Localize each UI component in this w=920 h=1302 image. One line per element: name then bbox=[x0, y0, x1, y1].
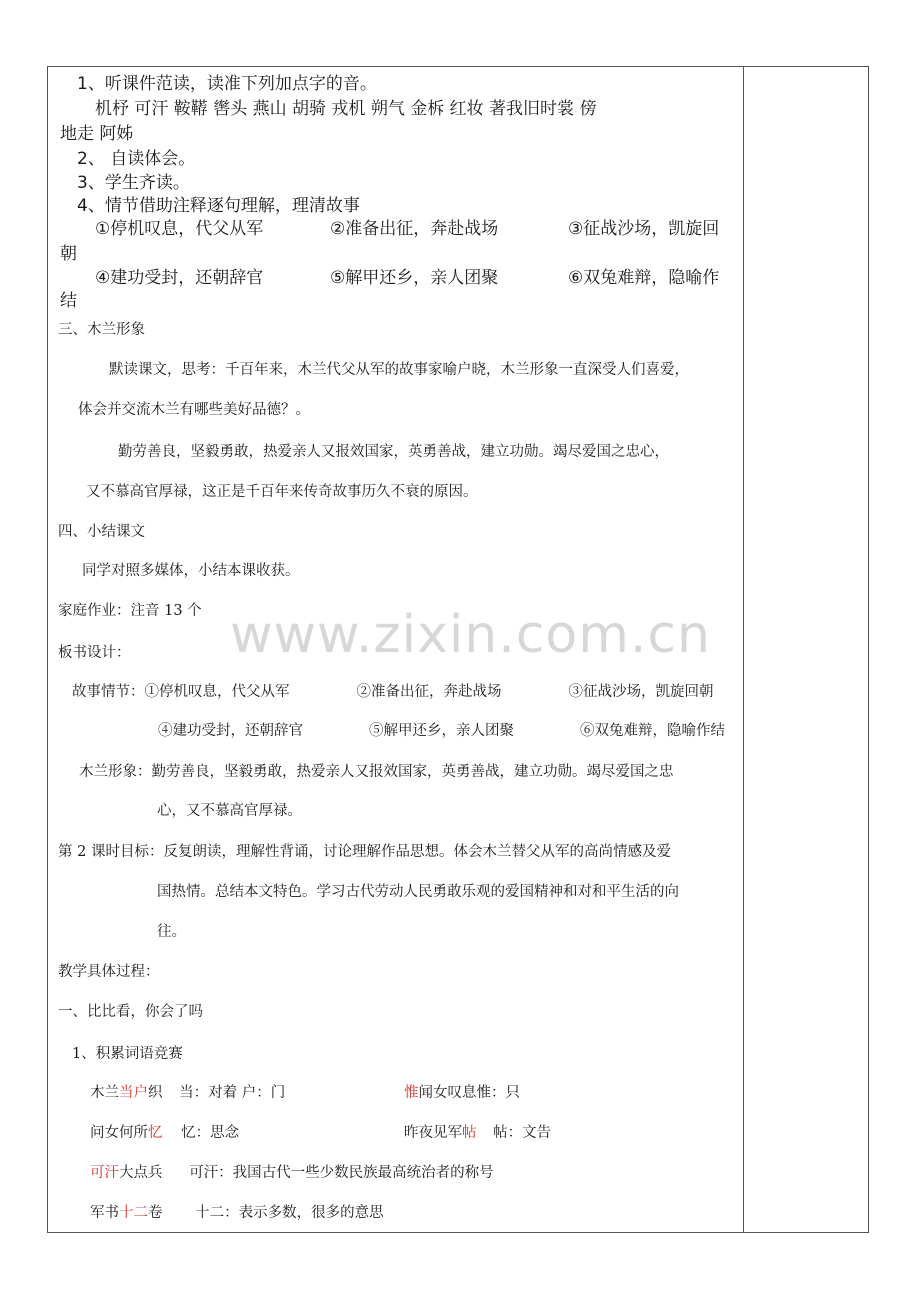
lesson2-goal-line-2: 国热情。总结本文特色。学习古代劳动人民勇敢乐观的爱国精神和对和平生活的向 bbox=[157, 884, 679, 900]
vocab-text: 卷 bbox=[148, 1205, 163, 1221]
board-plot-step-3: ③征战沙场，凯旋回朝 bbox=[568, 684, 714, 700]
vocab-highlight: 惟 bbox=[404, 1085, 419, 1101]
plot-step-2: ②准备出征，奔赴战场 bbox=[330, 219, 499, 239]
plot-step-3: ③征战沙场，凯旋回 bbox=[568, 219, 720, 239]
vocab-entry-tie bbox=[404, 1121, 551, 1142]
vocab-highlight: 十二 bbox=[119, 1205, 148, 1221]
section3-answer-line-1: 勤劳善良，坚毅勇敢，热爱亲人又报效国家，英勇善战，建立功勋。竭尽爱国之忠心， bbox=[118, 444, 669, 460]
pronunciation-words-line-1: 机杼 可汗 鞍鞯 辔头 燕山 胡骑 戎机 朔气 金柝 红妆 著我旧时裳 傍 bbox=[95, 99, 597, 119]
vocab-text: 问女何所 bbox=[90, 1125, 148, 1141]
vocab-highlight: 可汗 bbox=[90, 1165, 119, 1181]
plot-row-1 bbox=[95, 214, 719, 239]
section3-question-line-2: 体会并交流木兰有哪些美好品德？。 bbox=[78, 402, 310, 418]
vocab-entry-shier bbox=[90, 1201, 384, 1222]
section4-summary-text: 同学对照多媒体，小结本课收获。 bbox=[82, 563, 300, 579]
board-plot-row-2 bbox=[158, 719, 725, 740]
vocab-text: 木兰 bbox=[90, 1085, 119, 1101]
vocab-text: 闻女叹息惟：只 bbox=[418, 1085, 520, 1101]
vocab-highlight: 忆 bbox=[148, 1125, 163, 1141]
plot-step-6: ⑥双兔难辩，隐喻作 bbox=[568, 268, 720, 288]
section-heading-mulan-image: 三、木兰形象 bbox=[58, 322, 145, 338]
list-item-4: 4、情节借助注释逐句理解，理清故事 bbox=[77, 196, 360, 216]
board-plot-step-6: ⑥双兔难辩，隐喻作结 bbox=[580, 723, 725, 739]
process-sub-heading-1: 一、比比看，你会了吗 bbox=[58, 1004, 203, 1020]
vocab-entry-wei bbox=[404, 1081, 520, 1102]
vocab-text: 大点兵 bbox=[119, 1165, 163, 1181]
section-heading-summary: 四、小结课文 bbox=[58, 524, 145, 540]
list-item-2: 2、 自读体会。 bbox=[77, 149, 196, 169]
plot-row-2 bbox=[95, 263, 719, 288]
vocab-text: 军书 bbox=[90, 1205, 119, 1221]
vocab-entry-kehan bbox=[90, 1161, 494, 1182]
table-column-divider bbox=[743, 66, 744, 1233]
board-plot-step-1: ①停机叹息，代父从军 bbox=[144, 684, 290, 700]
section3-question-line-1: 默读课文，思考：千百年来，木兰代父从军的故事家喻户晓，木兰形象一直深受人们喜爱， bbox=[109, 362, 689, 378]
plot-row-2-tail: 结 bbox=[60, 291, 77, 311]
board-plot-step-2: ②准备出征，奔赴战场 bbox=[356, 684, 502, 700]
vocab-entry-danghu bbox=[90, 1081, 285, 1102]
board-mulan-image-line-1: 木兰形象：勤劳善良，坚毅勇敢，热爱亲人又报效国家，英勇善战，建立功勋。竭尽爱国之忠 bbox=[79, 764, 674, 780]
vocab-contest-heading: 1、积累词语竞赛 bbox=[72, 1046, 183, 1062]
vocab-text: 昨夜见军 bbox=[404, 1125, 462, 1141]
vocab-entry-yi bbox=[90, 1121, 239, 1142]
vocab-gloss: 十二：表示多数，很多的意思 bbox=[195, 1205, 384, 1221]
board-plot-step-5: ⑤解甲还乡，亲人团聚 bbox=[369, 723, 514, 739]
vocab-text: 织 bbox=[148, 1085, 163, 1101]
process-heading: 教学具体过程： bbox=[58, 964, 160, 980]
plot-step-5: ⑤解甲还乡，亲人团聚 bbox=[330, 268, 499, 288]
board-plot-label: 故事情节： bbox=[72, 684, 145, 700]
lesson2-goal-line-3: 往。 bbox=[157, 924, 186, 940]
homework-text: 家庭作业：注音 13 个 bbox=[58, 603, 202, 619]
vocab-highlight: 帖 bbox=[462, 1125, 477, 1141]
section3-answer-line-2: 又不慕高官厚禄，这正是千百年来传奇故事历久不衰的原因。 bbox=[86, 484, 478, 500]
vocab-highlight: 当户 bbox=[119, 1085, 148, 1101]
vocab-gloss: 帖：文告 bbox=[493, 1125, 552, 1141]
vocab-gloss: 忆：思念 bbox=[181, 1125, 240, 1141]
list-item-3: 3、学生齐读。 bbox=[77, 173, 190, 193]
vocab-gloss: 可汗：我国古代一些少数民族最高统治者的称号 bbox=[189, 1165, 494, 1181]
list-item-1: 1、听课件范读，读准下列加点字的音。 bbox=[77, 74, 377, 94]
board-design-heading: 板书设计： bbox=[58, 645, 131, 661]
pronunciation-words-line-2: 地走 阿姊 bbox=[60, 124, 134, 144]
vocab-gloss: 当：对着 户：门 bbox=[179, 1085, 286, 1101]
board-plot-row-1 bbox=[72, 680, 714, 701]
plot-row-1-tail: 朝 bbox=[60, 244, 77, 264]
watermark: www.zixin.com.cn bbox=[230, 605, 711, 665]
lesson2-goal-line-1: 第 2 课时目标：反复朗读，理解性背诵，讨论理解作品思想。体会木兰替父从军的高尚情感及爱 bbox=[58, 844, 671, 860]
board-plot-step-4: ④建功受封，还朝辞官 bbox=[158, 723, 303, 739]
plot-step-4: ④建功受封，还朝辞官 bbox=[95, 268, 264, 288]
plot-step-1: ①停机叹息，代父从军 bbox=[95, 219, 264, 239]
board-mulan-image-line-2: 心，又不慕高官厚禄。 bbox=[157, 803, 302, 819]
